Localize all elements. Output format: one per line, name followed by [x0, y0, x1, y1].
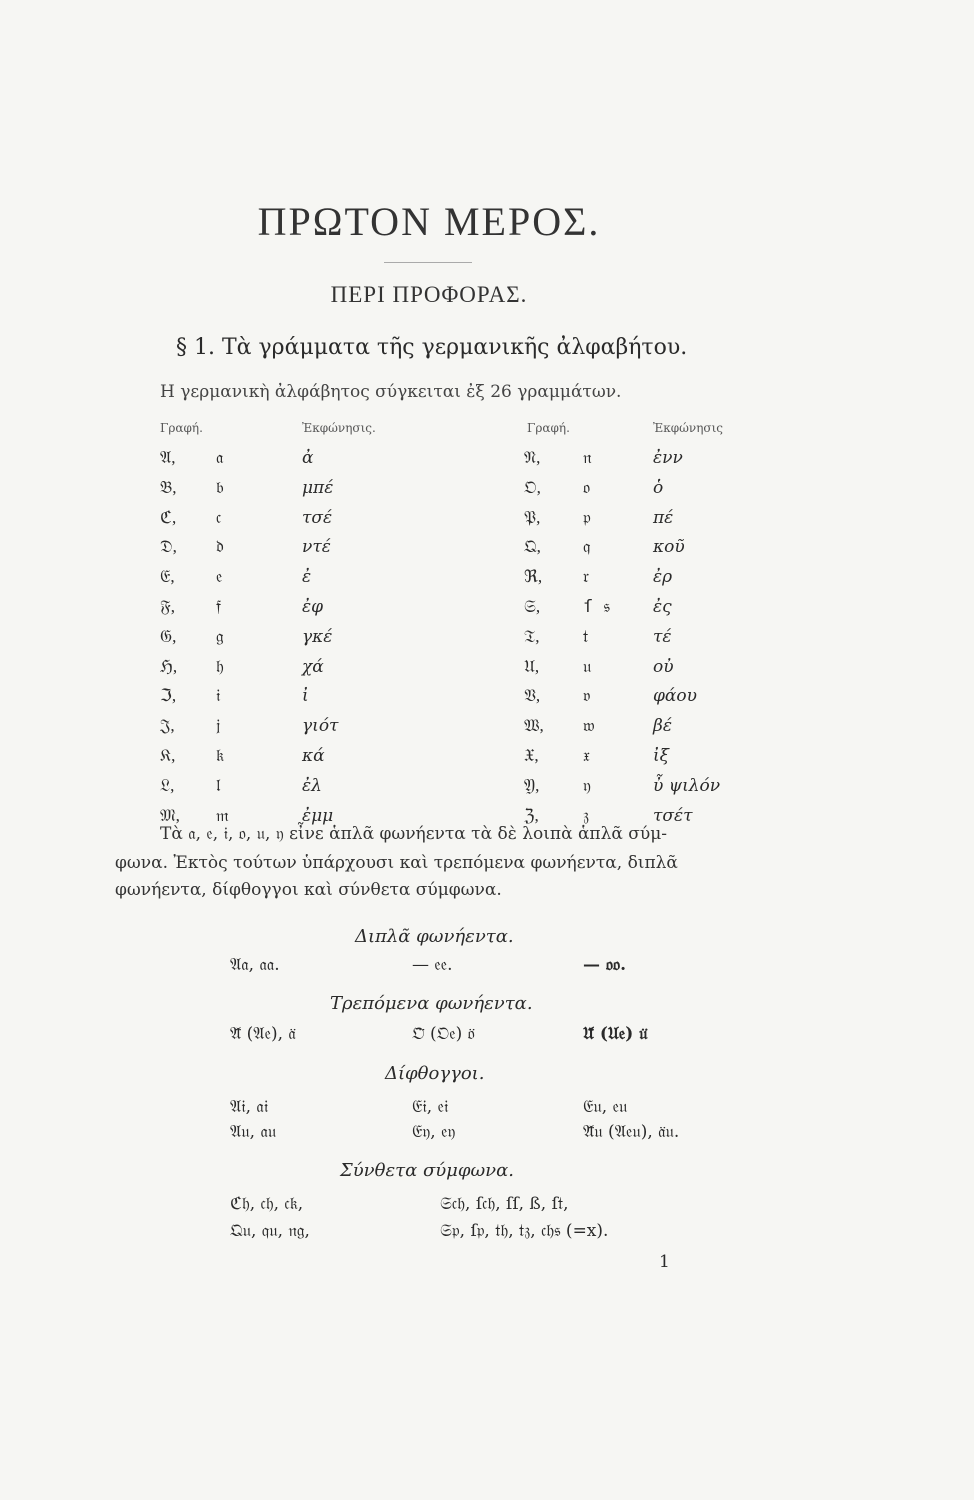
letter-capital: 𝔖,	[524, 597, 541, 616]
double-vowel-item: — 𝔬𝔬.	[583, 955, 627, 975]
letter-pronunciation: βέ	[653, 716, 672, 736]
letter-pronunciation: ἰ	[302, 686, 309, 706]
letter-capital: 𝔉,	[160, 597, 176, 616]
compound-consonant-item: ℭ𝔥, 𝔠𝔥, 𝔠𝔨,	[230, 1194, 304, 1214]
letter-lowercase: 𝔡	[216, 537, 224, 557]
letter-lowercase: 𝔨	[216, 746, 225, 766]
intro-line: Η γερμανικὴ ἀλφάβητος σύγκειται ἐξ 26 γραμμάτων.	[160, 382, 622, 402]
letter-capital: ℜ,	[524, 567, 543, 586]
letter-pronunciation: μπέ	[302, 478, 334, 498]
letter-pronunciation: γκέ	[302, 627, 333, 647]
header-right-writing: Γραφή.	[527, 421, 570, 435]
letter-pronunciation: φάου	[653, 686, 697, 706]
letter-capital: 𝔄,	[160, 448, 176, 467]
letter-capital: 𝔔,	[524, 537, 541, 556]
letter-capital: 𝔛,	[524, 746, 539, 765]
diphthong-item: 𝔈𝔶, 𝔢𝔶	[412, 1122, 456, 1142]
letter-lowercase: 𝔠	[216, 508, 222, 528]
letter-pronunciation: κοῦ	[653, 537, 685, 557]
letter-capital: ℭ,	[160, 508, 177, 527]
letter-capital: 𝔜,	[524, 776, 540, 795]
compound-consonants-heading: Σύνθετα σύμφωνα.	[340, 1160, 514, 1181]
letter-pronunciation: ἐλ	[302, 776, 322, 796]
body-line: φωνα. Ἐκτὸς τούτων ὑπάρχουσι καὶ τρεπόμενα φωνήεντα, διπλᾶ	[115, 853, 678, 873]
letter-capital: 𝔏,	[160, 776, 175, 795]
diphthong-item: 𝔄𝔲, 𝔞𝔲	[230, 1122, 277, 1142]
letter-capital: ℨ,	[524, 806, 539, 825]
letter-lowercase: 𝔩	[216, 776, 221, 796]
letter-lowercase: 𝔪	[216, 806, 229, 826]
letter-lowercase: 𝔫	[583, 448, 592, 468]
modified-vowel-item: 𝔄̈ (𝔄𝔢), 𝔞̈	[230, 1024, 296, 1044]
letter-pronunciation: ἐφ	[302, 597, 324, 617]
letter-capital: 𝔚,	[524, 716, 544, 735]
letter-pronunciation: ἐνν	[653, 448, 683, 468]
letter-pronunciation: τσέ	[302, 508, 333, 528]
letter-capital: 𝔐,	[160, 806, 180, 825]
letter-capital: 𝔗,	[524, 627, 540, 646]
letter-lowercase: 𝔤	[216, 627, 224, 647]
section-title: ΠΕΡΙ ΠΡΟΦΟΡΑΣ.	[330, 282, 528, 307]
letter-pronunciation: ὁ	[653, 478, 664, 498]
header-left-pronunciation: Ἐκφώνησις.	[302, 421, 376, 435]
letter-capital: 𝔊,	[160, 627, 177, 646]
diphthong-item: 𝔈𝔦, 𝔢𝔦	[412, 1097, 449, 1117]
double-vowels-heading: Διπλᾶ φωνήεντα.	[355, 926, 514, 947]
letter-pronunciation: ἐμμ	[302, 806, 334, 826]
letter-pronunciation: ἐς	[653, 597, 672, 617]
letter-lowercase: 𝔵	[583, 746, 590, 766]
letter-capital: 𝔙,	[524, 686, 541, 705]
letter-lowercase: 𝔬	[583, 478, 591, 498]
letter-lowercase: 𝔢	[216, 567, 223, 587]
paragraph-heading	[176, 335, 687, 360]
letter-capital: 𝔇,	[160, 537, 177, 556]
part-title: ΠΡΩΤΟΝ ΜΕΡΟΣ.	[257, 199, 601, 244]
letter-capital: ℌ,	[160, 657, 178, 676]
compound-consonant-item: 𝔖𝔠𝔥, ſ𝔠𝔥, ſſ, ß, ſ𝔱,	[440, 1194, 569, 1214]
header-right-pronunciation: Ἐκφώνησις	[653, 421, 724, 435]
letter-pronunciation: ἐ	[302, 567, 312, 587]
letter-capital: 𝔍,	[160, 716, 175, 735]
letter-lowercase: ſ 𝔰	[583, 597, 610, 617]
letter-pronunciation: χά	[302, 657, 324, 677]
letter-pronunciation: ἀ	[302, 448, 314, 468]
letter-lowercase: 𝔦	[216, 686, 221, 706]
letter-pronunciation: ἰξ	[653, 746, 670, 766]
letter-capital: 𝔈,	[160, 567, 175, 586]
letter-lowercase: 𝔮	[583, 537, 591, 557]
letter-capital: 𝔅,	[160, 478, 177, 497]
letter-lowercase: 𝔞	[216, 448, 224, 468]
letter-lowercase: 𝔥	[216, 657, 224, 677]
letter-pronunciation: πέ	[653, 508, 674, 528]
compound-consonant-item: 𝔔𝔲, 𝔮𝔲, 𝔫𝔤,	[230, 1221, 310, 1241]
body-line: Τὰ 𝔞, 𝔢, 𝔦, 𝔬, 𝔲, 𝔶 εἶνε ἁπλᾶ φωνήεντα τὰ δὲ λοιπὰ ἁπλᾶ σύμ-	[160, 824, 667, 844]
letter-lowercase: 𝔟	[216, 478, 224, 498]
body-line: φωνήεντα, δίφθογγοι καὶ σύνθετα σύμφωνα.	[115, 880, 502, 900]
letter-lowercase: 𝔧	[216, 716, 221, 736]
letter-pronunciation: τσέτ	[653, 806, 693, 826]
letter-pronunciation: ντέ	[302, 537, 331, 557]
double-vowel-item: — 𝔢𝔢.	[412, 955, 453, 975]
letter-lowercase: 𝔶	[583, 776, 591, 796]
letter-lowercase: 𝔭	[583, 508, 591, 528]
diphthong-item: 𝔄𝔦, 𝔞𝔦	[230, 1097, 269, 1117]
letter-lowercase: 𝔴	[583, 716, 595, 736]
compound-consonant-item: 𝔖𝔭, ſ𝔭, 𝔱𝔥, 𝔱𝔷, 𝔠𝔥𝔰 (=x).	[440, 1221, 609, 1241]
diphthong-item: 𝔈𝔲, 𝔢𝔲	[583, 1097, 628, 1117]
modified-vowel-item: 𝔒̈ (𝔒𝔢) 𝔬̈	[412, 1024, 475, 1044]
paragraph-number: § 1.	[176, 335, 215, 360]
letter-lowercase: 𝔳	[583, 686, 591, 706]
letter-pronunciation: ὖ ψιλόν	[653, 776, 721, 796]
letter-lowercase: 𝔯	[583, 567, 590, 587]
letter-pronunciation: οὐ	[653, 657, 674, 677]
letter-pronunciation: κά	[302, 746, 325, 766]
letter-capital: 𝔑,	[524, 448, 541, 467]
diphthong-item: 𝔄̈𝔲 (𝔄𝔢𝔲), 𝔞̈𝔲.	[583, 1122, 680, 1142]
letter-pronunciation: γιότ	[302, 716, 339, 736]
letter-pronunciation: ἐρ	[653, 567, 673, 587]
letter-capital: ℑ,	[160, 686, 177, 705]
paragraph-title: Τὰ γράμματα τῆς γερμανικῆς ἀλφαβήτου.	[221, 335, 688, 360]
page-number: 1	[659, 1252, 670, 1272]
letter-lowercase: 𝔱	[583, 627, 589, 647]
modified-vowels-heading: Τρεπόμενα φωνήεντα.	[330, 993, 533, 1014]
letter-capital: 𝔓,	[524, 508, 541, 527]
title-divider	[384, 262, 472, 263]
header-left-writing: Γραφή.	[160, 421, 203, 435]
double-vowel-item: 𝔄𝔞, 𝔞𝔞.	[230, 955, 280, 975]
letter-pronunciation: τέ	[653, 627, 672, 647]
letter-lowercase: 𝔷	[583, 806, 590, 826]
letter-capital: 𝔎,	[160, 746, 176, 765]
letter-lowercase: 𝔣	[216, 597, 222, 617]
letter-capital: 𝔒,	[524, 478, 541, 497]
letter-capital: 𝔘,	[524, 657, 540, 676]
diphthongs-heading: Δίφθογγοι.	[385, 1063, 485, 1084]
letter-lowercase: 𝔲	[583, 657, 592, 677]
modified-vowel-item: 𝔘̈ (𝔘𝔢) 𝔲̈	[583, 1024, 648, 1044]
